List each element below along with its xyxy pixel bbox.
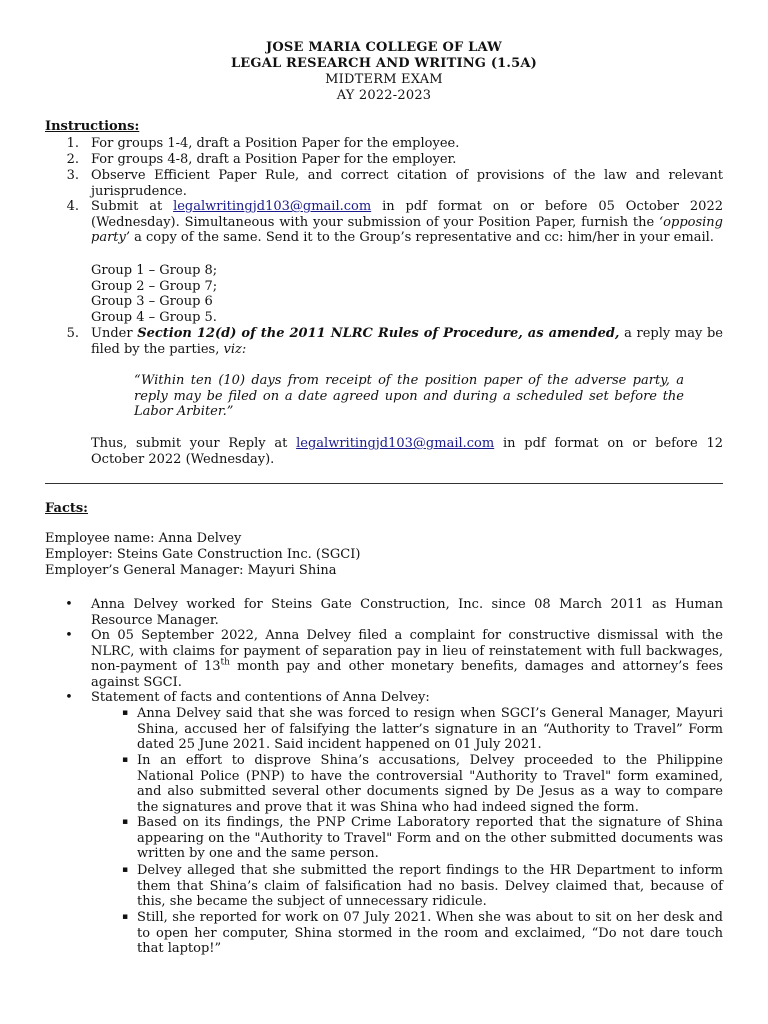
exam-title: MIDTERM EXAM xyxy=(325,72,443,87)
instruction-item-3: Observe Efficient Paper Rule, and correct citation of provisions of the law and relevant jurisprudence. xyxy=(91,168,723,199)
school-name: JOSE MARIA COLLEGE OF LAW xyxy=(266,40,502,55)
bullet-icon: • xyxy=(65,597,73,612)
item-number: 2. xyxy=(66,152,79,167)
instruction-item-4 xyxy=(91,199,723,246)
bullet-icon: • xyxy=(65,690,73,705)
text: a copy of the same. Send it to the Group’s representative and cc: him/her in your email. xyxy=(130,230,714,245)
instructions-heading: Instructions: xyxy=(45,119,140,134)
text: On 05 September 2022, Anna Delvey filed a complaint for constructive dismissal with the NLRC, with claims for payment of separation pay in lieu of reinstatement with full backwages, non-payment of 13 xyxy=(91,628,723,674)
group-pair: Group 2 – Group 7; xyxy=(91,279,218,294)
item-number: 1. xyxy=(66,136,79,151)
bullet-icon: • xyxy=(65,628,73,643)
submission-email-link[interactable]: legalwritingjd103@gmail.com xyxy=(173,199,372,214)
item-number: 3. xyxy=(66,168,79,183)
employer-name: Employer: Steins Gate Construction Inc. (SGCI) xyxy=(45,547,361,562)
text: Thus, submit your Reply at xyxy=(91,436,297,451)
group-pair: Group 3 – Group 6 xyxy=(91,294,213,309)
text: in pdf format on or before 05 October 2022 (Wednesday). Simultaneous with your submission of your Position Paper, furnish the xyxy=(91,199,723,230)
employee-name: Employee name: Anna Delvey xyxy=(45,531,242,546)
square-bullet-icon: ▪ xyxy=(121,755,129,765)
rule-quotation: “Within ten (10) days from receipt of the position paper of the adverse party, a reply may be filed on a date agreed upon and during a scheduled set before the Labor Arbiter.” xyxy=(134,373,684,419)
text: viz: xyxy=(223,341,247,357)
square-bullet-icon: ▪ xyxy=(121,708,129,718)
fact-bullet-3: Statement of facts and contentions of Anna Delvey: xyxy=(91,690,430,705)
square-bullet-icon: ▪ xyxy=(121,817,129,827)
group-pair: Group 1 – Group 8; xyxy=(91,263,218,278)
group-pair: Group 4 – Group 5. xyxy=(91,310,217,325)
contention-3: Based on its findings, the PNP Crime Laboratory reported that the signature of Shina appearing on the "Authority to Travel" Form and on the other submitted documents was written by one and the same person. xyxy=(137,815,723,861)
text: in pdf format on or before 12 October 2022 (Wednesday). xyxy=(91,436,723,467)
superscript: th xyxy=(220,657,230,668)
instruction-item-2: For groups 4-8, draft a Position Paper for the employer. xyxy=(91,152,457,167)
square-bullet-icon: ▪ xyxy=(121,865,129,875)
reply-email-link[interactable]: legalwritingjd103@gmail.com xyxy=(296,436,495,451)
item-number: 5. xyxy=(66,326,79,341)
text: ‘opposing party’ xyxy=(91,214,723,245)
instruction-item-1: For groups 1-4, draft a Position Paper for the employee. xyxy=(91,136,460,151)
contention-5: Still, she reported for work on 07 July 2021. When she was about to sit on her desk and to open her computer, Shina stormed in the room and exclaimed, “Do not dare touch that laptop!” xyxy=(137,910,723,956)
contention-1: Anna Delvey said that she was forced to resign when SGCI’s General Manager, Mayuri Shina, accused her of falsifying the latter’s signature in an “Authority to Travel” Form dated 25 June 2021. Said incident happened on 01 July 2021. xyxy=(137,706,723,752)
text: month pay and other monetary benefits, damages and attorney’s fees against SGCI. xyxy=(91,659,723,690)
section-divider xyxy=(45,483,723,484)
instruction-item-5 xyxy=(91,326,723,357)
contention-4: Delvey alleged that she submitted the report findings to the HR Department to inform them that Shina’s claim of falsification had no basis. Delvey claimed that, because of this, she became the subject of unnecessary ridicule. xyxy=(137,863,723,909)
fact-bullet-2 xyxy=(91,628,723,690)
square-bullet-icon: ▪ xyxy=(121,912,129,922)
course-title: LEGAL RESEARCH AND WRITING (1.5A) xyxy=(230,56,538,71)
text: Section 12(d) of the 2011 NLRC Rules of Procedure, as amended, xyxy=(137,326,620,341)
item-number: 4. xyxy=(66,199,79,214)
reply-instruction xyxy=(91,436,723,467)
contention-2: In an effort to disprove Shina’s accusations, Delvey proceeded to the Philippine National Police (PNP) to have the controversial "Authority to Travel" form examined, and also submitted several other documents signed by De Jesus as a way to compare the signatures and prove that it was Shina who had indeed signed the form. xyxy=(137,753,723,815)
text: Submit at xyxy=(91,199,174,214)
academic-year: AY 2022-2023 xyxy=(336,88,432,103)
text: a reply may be filed by the parties, xyxy=(91,326,723,357)
fact-bullet-1: Anna Delvey worked for Steins Gate Construction, Inc. since 08 March 2011 as Human Resource Manager. xyxy=(91,597,723,628)
text: Under xyxy=(91,326,138,341)
general-manager: Employer’s General Manager: Mayuri Shina xyxy=(45,563,337,578)
facts-heading: Facts: xyxy=(45,501,88,516)
